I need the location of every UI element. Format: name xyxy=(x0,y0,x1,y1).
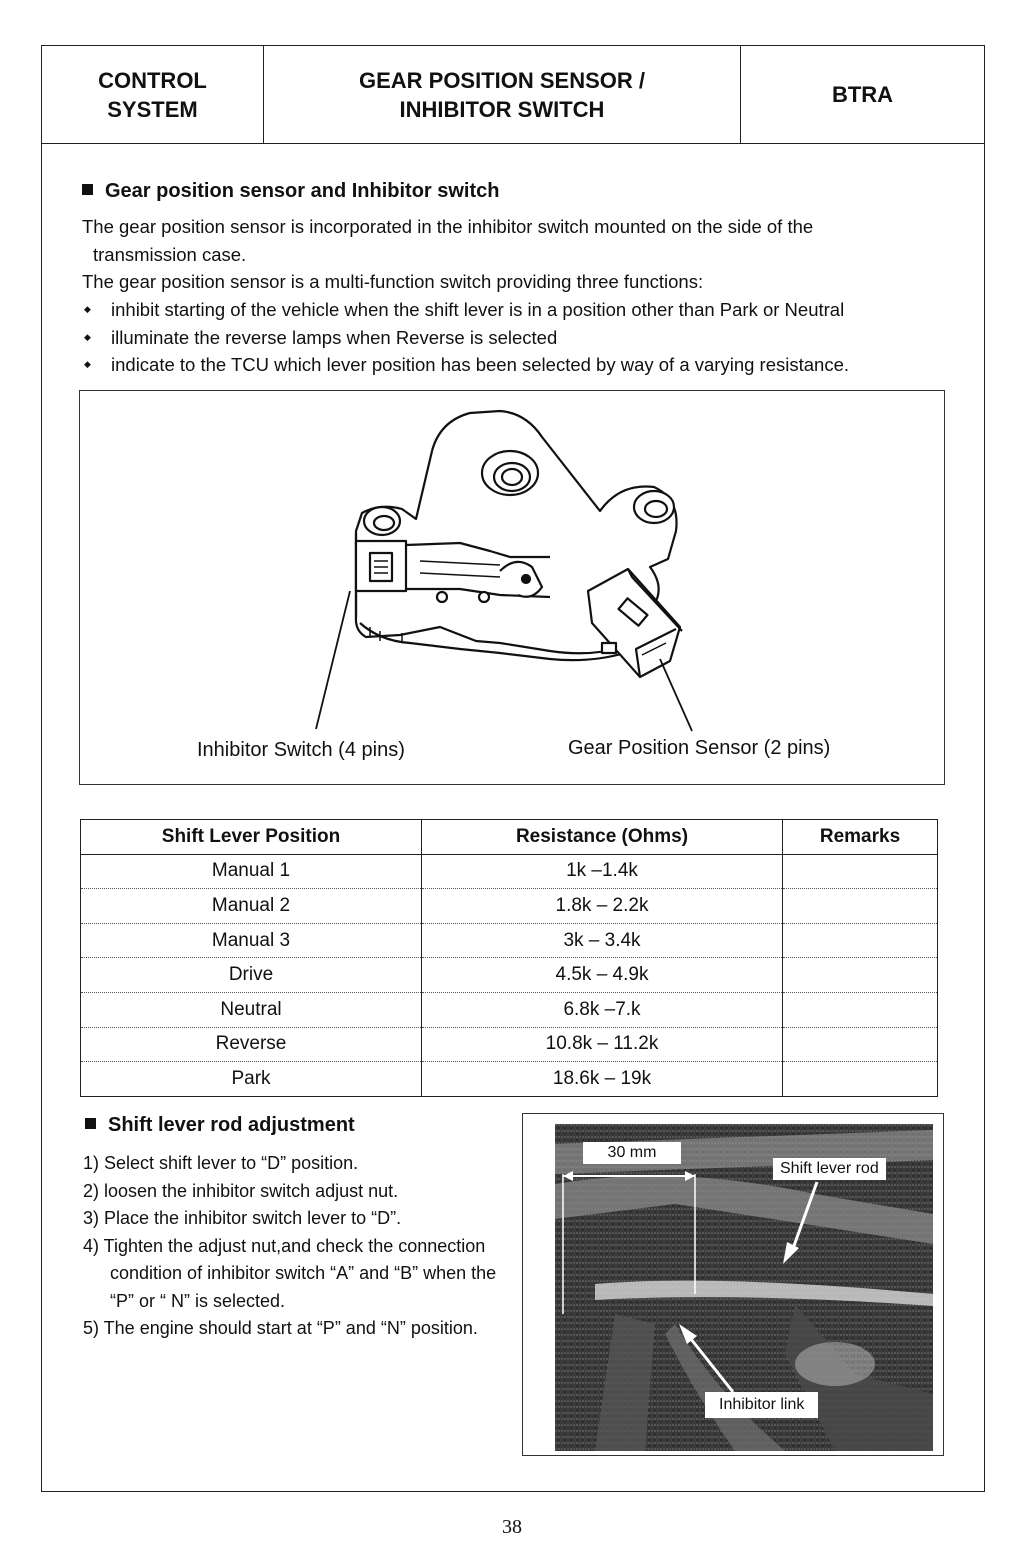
inhibitor-switch-illustration xyxy=(80,391,944,784)
remarks-cell xyxy=(783,889,938,924)
remarks-cell xyxy=(783,923,938,958)
remarks-cell xyxy=(783,992,938,1027)
column-header: Remarks xyxy=(783,820,938,855)
table-row xyxy=(81,1062,938,1097)
resistance-cell: 6.8k –7.k xyxy=(422,992,783,1027)
position-cell: Park xyxy=(81,1062,422,1097)
section2-title: Shift lever rod adjustment xyxy=(85,1114,355,1137)
square-bullet-icon xyxy=(85,1118,96,1129)
intro-paragraph: The gear position sensor is incorporated in the inhibitor switch mounted on the side of the transmission case. The gear position sensor is a multi-function switch providing three functions: xyxy=(82,216,814,292)
position-cell: Drive xyxy=(81,958,422,993)
function-list xyxy=(82,296,849,379)
table-row xyxy=(81,889,938,924)
table-row xyxy=(81,1027,938,1062)
list-item: ◆ illuminate the reverse lamps when Reverse is selected xyxy=(82,324,849,352)
remarks-cell xyxy=(783,1027,938,1062)
section1-title: Gear position sensor and Inhibitor switch xyxy=(82,180,500,203)
adjustment-photo-frame xyxy=(522,1113,944,1456)
resistance-cell: 10.8k – 11.2k xyxy=(422,1027,783,1062)
step-item: 1) Select shift lever to “D” position. xyxy=(83,1153,359,1173)
position-cell: Reverse xyxy=(81,1027,422,1062)
step-item: 4) Tighten the adjust nut,and check the connection condition of inhibitor switch “A” and “B” when the “P” or “ N” is selected. xyxy=(83,1235,497,1311)
resistance-cell: 1.8k – 2.2k xyxy=(422,889,783,924)
page-number: 38 xyxy=(502,1516,522,1538)
header-bar xyxy=(42,46,984,144)
remarks-cell xyxy=(783,854,938,889)
table-row xyxy=(81,992,938,1027)
list-item: ◆ indicate to the TCU which lever position has been selected by way of a varying resistance. xyxy=(82,351,849,379)
table-row xyxy=(81,958,938,993)
gear-position-sensor-label: Gear Position Sensor (2 pins) xyxy=(568,737,831,759)
step-item: 2) loosen the inhibitor switch adjust nut. xyxy=(83,1180,399,1201)
resistance-cell: 18.6k – 19k xyxy=(422,1062,783,1097)
square-bullet-icon xyxy=(82,184,93,195)
dimension-tag: 30 mm xyxy=(583,1142,681,1164)
adjustment-steps xyxy=(83,1150,513,1343)
table-header-row xyxy=(81,820,938,855)
column-header: Resistance (Ohms) xyxy=(422,820,783,855)
position-cell: Manual 3 xyxy=(81,923,422,958)
position-cell: Manual 2 xyxy=(81,889,422,924)
table-row xyxy=(81,923,938,958)
header-title: GEAR POSITION SENSOR / INHIBITOR SWITCH xyxy=(264,46,741,143)
step-item: 5) The engine should start at “P” and “N” position. xyxy=(83,1318,478,1338)
shift-lever-rod-tag: Shift lever rod xyxy=(773,1158,886,1180)
resistance-cell: 3k – 3.4k xyxy=(422,923,783,958)
resistance-table xyxy=(80,819,938,1097)
switch-figure xyxy=(79,390,945,785)
position-cell: Neutral xyxy=(81,992,422,1027)
inhibitor-link-tag: Inhibitor link xyxy=(705,1392,818,1418)
remarks-cell xyxy=(783,1062,938,1097)
header-section: CONTROL SYSTEM xyxy=(42,46,264,143)
header-brand: BTRA xyxy=(831,82,894,107)
table-row xyxy=(81,854,938,889)
step-item: 3) Place the inhibitor switch lever to “D”. xyxy=(83,1208,402,1228)
remarks-cell xyxy=(783,958,938,993)
column-header: Shift Lever Position xyxy=(81,820,422,855)
shift-rod-photo xyxy=(555,1124,933,1451)
position-cell: Manual 1 xyxy=(81,854,422,889)
resistance-cell: 4.5k – 4.9k xyxy=(422,958,783,993)
list-item: ◆ inhibit starting of the vehicle when the shift lever is in a position other than Park or Neutral xyxy=(82,296,849,324)
resistance-cell: 1k –1.4k xyxy=(422,854,783,889)
inhibitor-switch-label: Inhibitor Switch (4 pins) xyxy=(197,739,405,761)
